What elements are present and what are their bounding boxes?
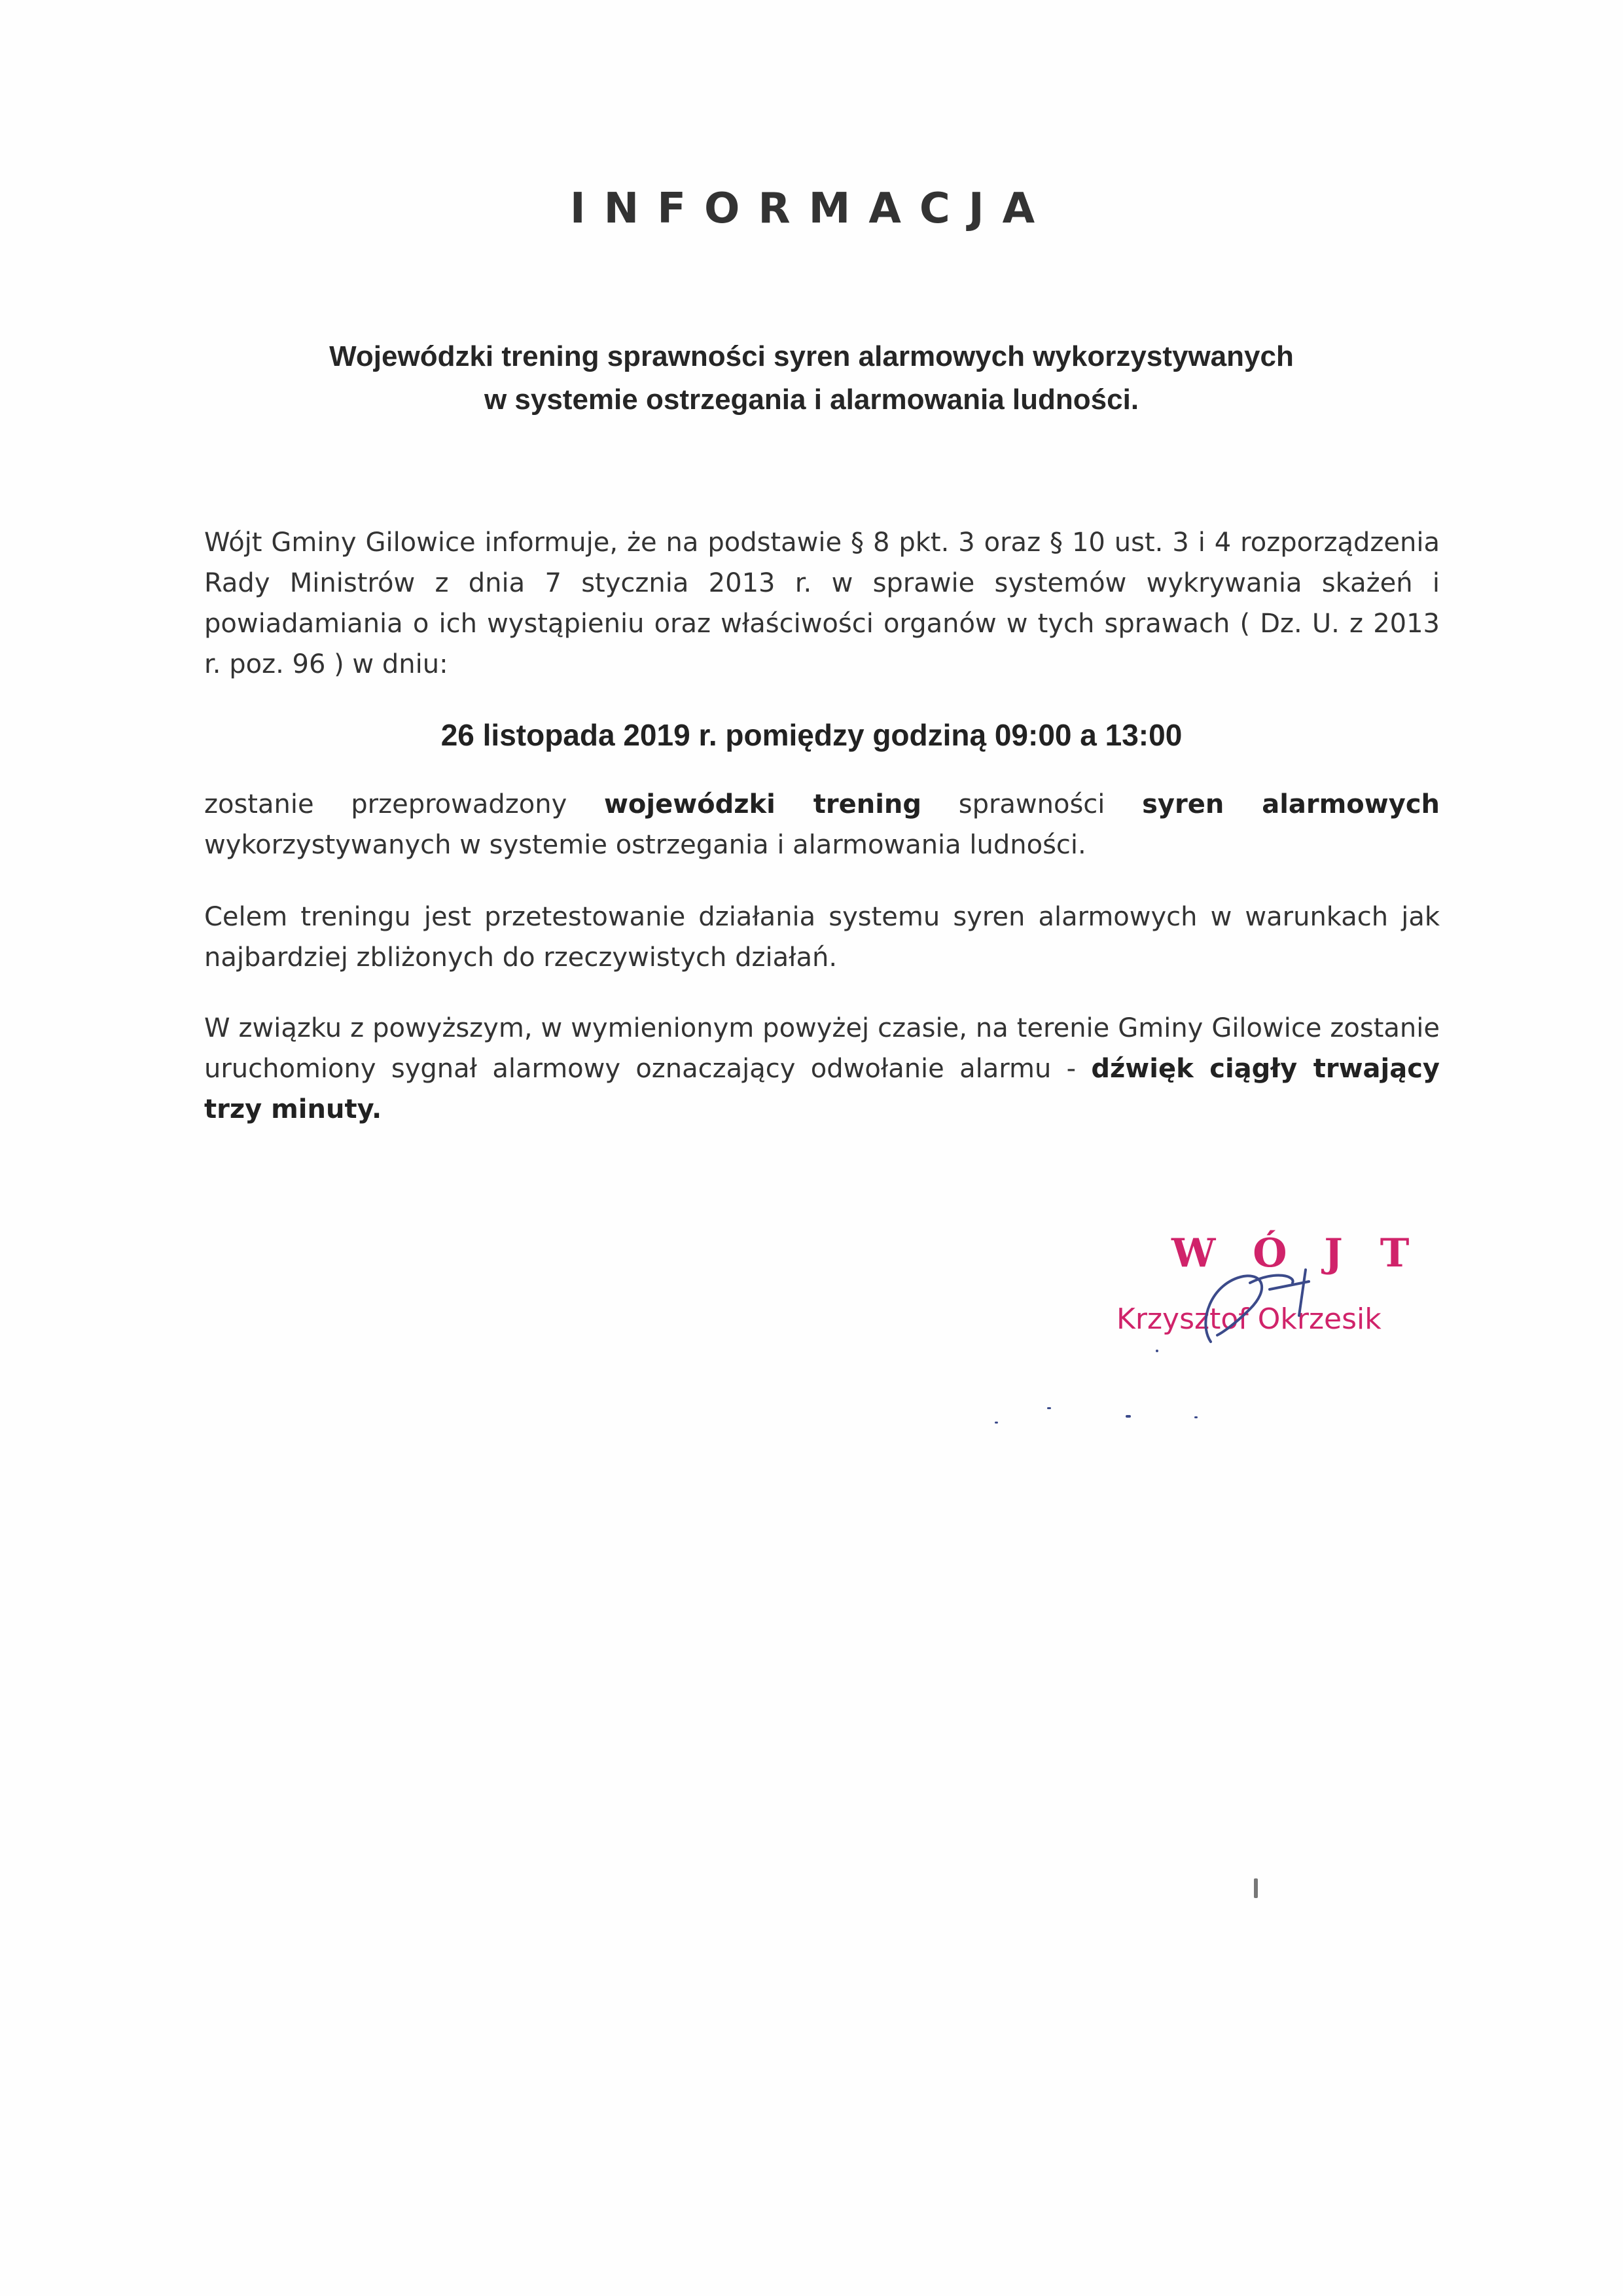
p4-text: W związku z powyższym, w wymienionym powyżej czasie, na terenie Gminy Gilowice zostanie uruchomiony sygnał alarmowy oznaczający odwołanie alarmu - [204,1013,1440,1084]
p2-bold-2: syren alarmowych [1142,789,1440,819]
document-title: INFORMACJA [569,185,1054,233]
paragraph-training-announcement [204,784,1440,865]
p2-text-2: sprawności [958,789,1105,819]
ink-dot [995,1422,998,1424]
p2-bold-1: wojewódzki trening [603,789,922,819]
ink-dot [1126,1415,1131,1418]
subtitle-line-2: w systemie ostrzegania i alarmowania ludności. [484,384,1139,416]
p2-text-3: wykorzystywanych w systemie ostrzegania i alarmowania ludności. [204,830,1086,860]
ink-dot [1194,1416,1198,1418]
ink-dot [1047,1407,1051,1409]
p4-bold: dźwięk ciągły trwający trzy minuty. [204,1054,1440,1124]
event-date-line: 26 listopada 2019 r. pomiędzy godziną 09:00 a 13:00 [440,718,1183,752]
paragraph-legal-basis: Wójt Gminy Gilowice informuje, że na podstawie § 8 pkt. 3 oraz § 10 ust. 3 i 4 rozporządzenia Rady Ministrów z dnia 7 stycznia 2013 r. w sprawie systemów wykrywania skażeń i powiadamiania o ich wystąpieniu oraz właściwości organów w tych sprawach ( Dz. U. z 2013 r. poz. 96 ) w dniu: [204,528,1440,679]
document-subtitle [196,335,1427,422]
stamp-name: Krzysztof Okrzesik [1116,1302,1382,1336]
ink-dot [1254,1878,1258,1898]
p2-text-1: zostanie przeprowadzony [204,789,567,819]
handwritten-signature [1171,1244,1355,1361]
ink-dot [1156,1350,1158,1352]
paragraph-training-purpose: Celem treningu jest przetestowanie działania systemu syren alarmowych w warunkach jak najbardziej zbliżonych do rzeczywistych działań. [204,902,1440,973]
paragraph-signal-info [204,1008,1440,1130]
subtitle-line-1: Wojewódzki trening sprawności syren alarmowych wykorzystywanych [329,340,1294,372]
stamp-title: W Ó J T [1171,1230,1421,1276]
